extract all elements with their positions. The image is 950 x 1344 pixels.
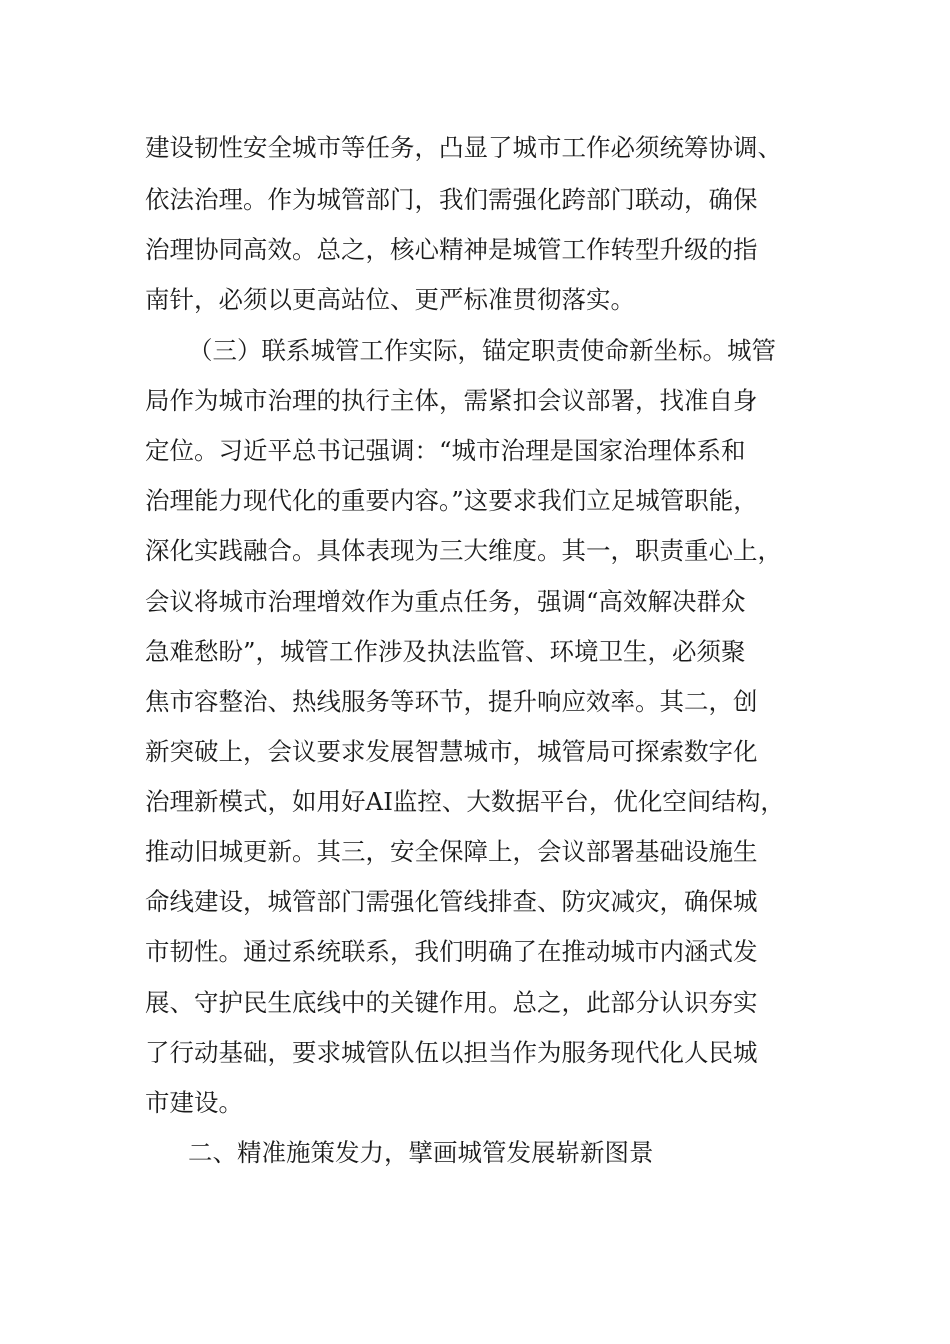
text-line: 市建设。 — [145, 1088, 243, 1117]
text-line: 急难愁盼”，城管工作涉及执法监管、环境卫生，必须聚 — [145, 637, 746, 666]
text-line: 定位。习近平总书记强调：“城市治理是国家治理体系和 — [145, 436, 746, 465]
section-heading-two: 二、精准施策发力，擘画城管发展崭新图景 — [188, 1138, 654, 1167]
text-line: 深化实践融合。具体表现为三大维度。其一，职责重心上， — [145, 536, 782, 565]
text-line: 命线建设，城管部门需强化管线排查、防灾减灾，确保城 — [145, 887, 758, 916]
section-heading-3: （三）联系城管工作实际，锚定职责使命新坐标。城管 — [188, 336, 776, 365]
text-line: 推动旧城更新。其三，安全保障上，会议部署基础设施生 — [145, 837, 758, 866]
text-line: 治理协同高效。总之，核心精神是城管工作转型升级的指 — [145, 235, 758, 264]
text-line: 依法治理。作为城管部门，我们需强化跨部门联动，确保 — [145, 185, 758, 214]
text-line: 南针，必须以更高站位、更严标准贯彻落实。 — [145, 285, 635, 314]
text-line: 局作为城市治理的执行主体，需紧扣会议部署，找准自身 — [145, 386, 758, 415]
text-line: 治理能力现代化的重要内容。”这要求我们立足城管职能， — [145, 486, 758, 515]
text-line: 市韧性。通过系统联系，我们明确了在推动城市内涵式发 — [145, 937, 758, 966]
text-line: 新突破上，会议要求发展智慧城市，城管局可探索数字化 — [145, 737, 758, 766]
text-line: 会议将城市治理增效作为重点任务，强调“高效解决群众 — [145, 587, 746, 616]
text-line: 展、守护民生底线中的关键作用。总之，此部分认识夯实 — [145, 988, 758, 1017]
text-line: 建设韧性安全城市等任务，凸显了城市工作必须统筹协调、 — [145, 133, 782, 162]
text-line: 焦市容整治、热线服务等环节，提升响应效率。其二，创 — [145, 687, 758, 716]
text-line: 了行动基础，要求城管队伍以担当作为服务现代化人民城 — [145, 1038, 758, 1067]
text-line: 治理新模式，如用好AI监控、大数据平台，优化空间结构， — [145, 787, 785, 816]
